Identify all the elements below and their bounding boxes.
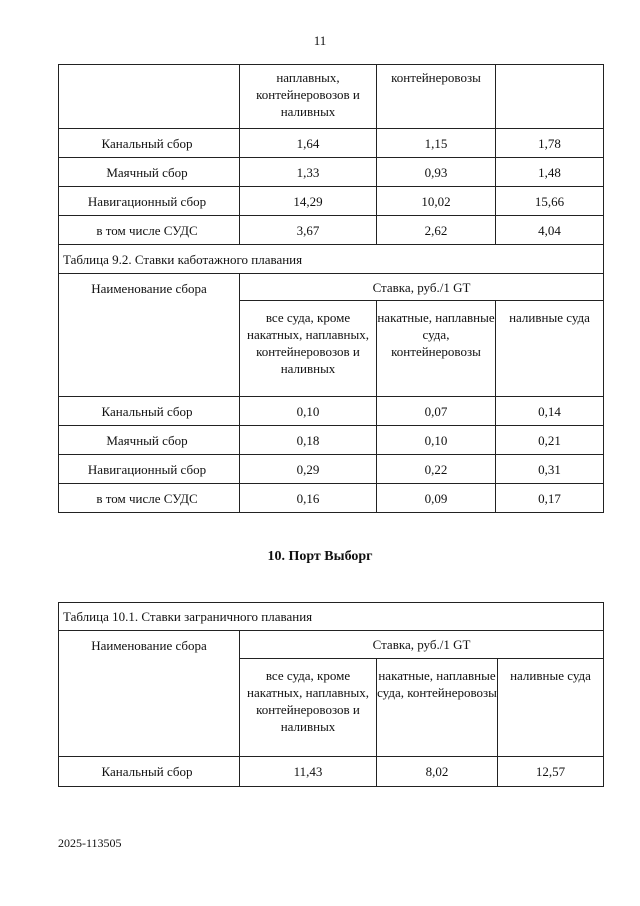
rate-value: 0,17 xyxy=(496,484,604,513)
rate-value: 10,02 xyxy=(377,187,496,216)
section-title: 10. Порт Выборг xyxy=(267,549,373,564)
rate-value: 0,93 xyxy=(377,158,496,187)
table-row xyxy=(59,757,604,787)
sub-header-ro-ro: накатные, наплавные суда, контейнеровозы xyxy=(377,301,496,397)
fee-name: в том числе СУДС xyxy=(59,484,240,513)
rate-value: 11,43 xyxy=(240,757,377,787)
rate-value: 1,64 xyxy=(240,129,377,158)
table-9-1-continuation xyxy=(58,64,604,513)
rate-value: 0,14 xyxy=(496,397,604,426)
rate-value: 8,02 xyxy=(377,757,498,787)
fee-name: Навигационный сбор xyxy=(59,455,240,484)
sub-header-all-vessels: все суда, кроме накатных, наплавных, контейнеровозов и наливных xyxy=(240,301,377,397)
rate-value: 4,04 xyxy=(496,216,604,245)
fee-name: Канальный сбор xyxy=(59,757,240,787)
rate-value: 0,10 xyxy=(240,397,377,426)
rate-value: 15,66 xyxy=(496,187,604,216)
fee-name: Канальный сбор xyxy=(59,397,240,426)
header-cell-name xyxy=(59,65,240,129)
fee-name: Навигационный сбор xyxy=(59,187,240,216)
sub-header-ro-ro: накатные, наплавные суда, контейнеровозы xyxy=(377,659,498,757)
rate-value: 0,10 xyxy=(377,426,496,455)
table-row xyxy=(59,216,604,245)
rate-value: 1,15 xyxy=(377,129,496,158)
rate-value: 0,29 xyxy=(240,455,377,484)
header-cell-tankers xyxy=(496,65,604,129)
column-header-rate: Ставка, руб./1 GT xyxy=(240,274,604,301)
rate-value: 2,62 xyxy=(377,216,496,245)
rate-value: 0,09 xyxy=(377,484,496,513)
table-row xyxy=(59,397,604,426)
fee-name: Канальный сбор xyxy=(59,129,240,158)
column-header-fee-name: Наименование сбора xyxy=(59,274,240,397)
rate-value: 12,57 xyxy=(498,757,604,787)
rate-value: 0,22 xyxy=(377,455,496,484)
rate-value: 1,78 xyxy=(496,129,604,158)
column-header-rate: Ставка, руб./1 GT xyxy=(240,631,604,659)
header-cell-all-vessels: наплавных, контейнеровозов и наливных xyxy=(240,65,377,129)
fee-name: в том числе СУДС xyxy=(59,216,240,245)
table-row xyxy=(59,455,604,484)
rate-value: 0,31 xyxy=(496,455,604,484)
table-10-1 xyxy=(58,602,604,787)
rate-value: 0,16 xyxy=(240,484,377,513)
table-row xyxy=(59,129,604,158)
fee-name: Маячный сбор xyxy=(59,158,240,187)
rate-value: 14,29 xyxy=(240,187,377,216)
table-row xyxy=(59,426,604,455)
fee-name: Маячный сбор xyxy=(59,426,240,455)
column-header-fee-name: Наименование сбора xyxy=(59,631,240,757)
sub-header-all-vessels: все суда, кроме накатных, наплавных, контейнеровозов и наливных xyxy=(240,659,377,757)
rate-value: 1,33 xyxy=(240,158,377,187)
sub-header-tankers: наливные суда xyxy=(496,301,604,397)
table-row xyxy=(59,484,604,513)
table-caption: Таблица 9.2. Ставки каботажного плавания xyxy=(59,245,604,274)
rate-value: 0,07 xyxy=(377,397,496,426)
document-code: 2025-113505 xyxy=(58,836,122,850)
table-row xyxy=(59,187,604,216)
table-row xyxy=(59,158,604,187)
sub-header-tankers: наливные суда xyxy=(498,659,604,757)
header-cell-ro-ro: контейнеровозы xyxy=(377,65,496,129)
rate-value: 0,21 xyxy=(496,426,604,455)
table-caption: Таблица 10.1. Ставки заграничного плавания xyxy=(59,603,604,631)
rate-value: 3,67 xyxy=(240,216,377,245)
rate-value: 0,18 xyxy=(240,426,377,455)
page-number: 11 xyxy=(313,33,327,48)
rate-value: 1,48 xyxy=(496,158,604,187)
